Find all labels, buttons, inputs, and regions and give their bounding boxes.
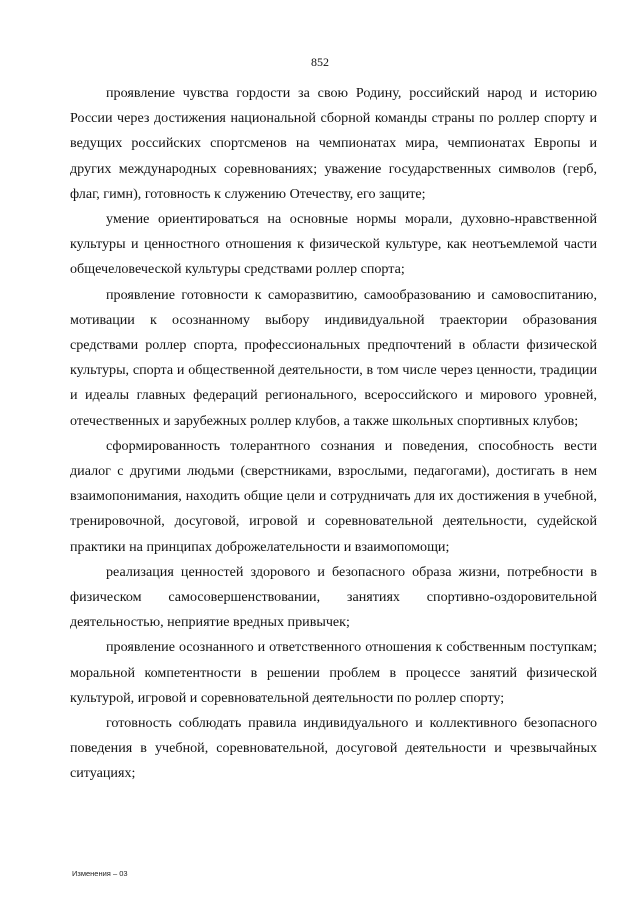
- document-body: [70, 81, 597, 787]
- paragraph-1: проявление чувства гордости за свою Родину, российский народ и историю России через достижения национальной сборной команды страны по роллер спорту и ведущих российских спортсменов на чемпионатах мира, чемпионатах Европы и других международных соревнованиях; уважение государственных символов (герб, флаг, гимн), готовность к служению Отечеству, его защите;: [70, 85, 597, 202]
- page-number: 852: [311, 55, 329, 69]
- paragraph-6: проявление осознанного и ответственного отношения к собственным поступкам; моральной компетентности в решении проблем в процессе занятий физической культурой, игровой и соревновательной деятельности по роллер спорту;: [70, 639, 597, 706]
- paragraph-7: готовность соблюдать правила индивидуального и коллективного безопасного поведения в учебной, соревновательной, досуговой деятельности и чрезвычайных ситуациях;: [70, 715, 597, 782]
- paragraph-4: сформированность толерантного сознания и поведения, способность вести диалог с другими людьми (сверстниками, взрослыми, педагогами), достигать в нем взаимопонимания, находить общие цели и сотрудничать для их достижения в учебной, тренировочной, досуговой, игровой и соревновательной деятельности, судейской практики на принципах доброжелательности и взаимопомощи;: [70, 437, 597, 555]
- footer-revision-note: Изменения – 03: [72, 869, 128, 878]
- paragraph-3: проявление готовности к саморазвитию, самообразованию и самовоспитанию, мотивации к осознанному выбору индивидуальной траектории образования средствами роллер спорта, профессиональных предпочтений в области физической культуры, спорта и общественной деятельности, в том числе через ценности, традиции и идеалы главных федераций регионального, всероссийского и мирового уровней, отечественных и зарубежных роллер клубов, а также школьных спортивных клубов;: [70, 286, 597, 429]
- paragraph-2: умение ориентироваться на основные нормы морали, духовно-нравственной культуры и ценностного отношения к физической культуре, как неотъемлемой части общечеловеческой культуры средствами роллер спорта;: [70, 211, 597, 278]
- paragraph-5: реализация ценностей здорового и безопасного образа жизни, потребности в физическом самосовершенствовании, занятиях спортивно-оздоровительной деятельностью, неприятие вредных привычек;: [70, 563, 597, 631]
